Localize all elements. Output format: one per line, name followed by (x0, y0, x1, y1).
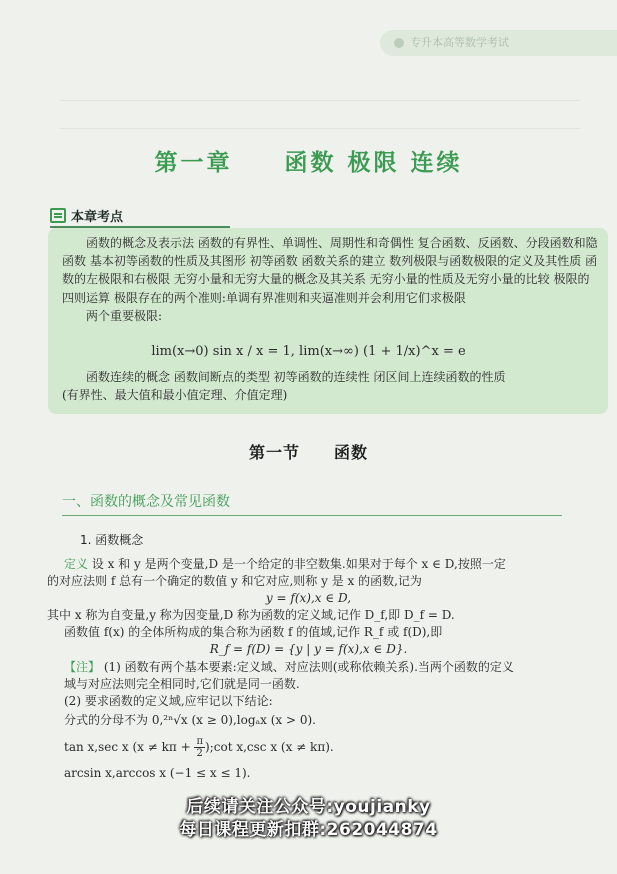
limits-formula-text: lim(x→0) sin x / x = 1, lim(x→∞) (1 + 1/x)^x = e (151, 344, 466, 359)
definition-formula: R_f = f(D) = {y | y = f(x),x ∈ D}. (209, 642, 408, 656)
bleed-through-line (60, 128, 580, 129)
note-line (64, 736, 334, 759)
definition-formula: y = f(x),x ∈ D, (265, 591, 352, 605)
note-text: (1) 函数有两个基本要素:定义域、对应法则(或称依赖关系).当两个函数的定义 (103, 660, 514, 674)
definition-line: 函数值 f(x) 的全体所构成的集合称为函数 f 的值域,记作 R_f 或 f(D),即 (64, 625, 443, 639)
fraction-numerator: π (196, 736, 204, 747)
running-header (380, 30, 617, 56)
section-title: 第一节 函数 (248, 443, 368, 462)
definition-line (64, 556, 506, 573)
key-points-heading-text: 本章考点 (71, 210, 124, 225)
key-points-paragraph: 函数的概念及表示法 函数的有界性、单调性、周期性和奇偶性 复合函数、反函数、分段函数和隐函数 基本初等函数的性质及其图形 初等函数 函数关系的建立 数列极限与函数极限的定义及其性质 函数的左极限和右极限 无穷小量和无穷大量的概念及其关系 无穷小量的性质及无穷小量的比较 极限的四则运算 极限存在的两个准则:单调有界准则和夹逼准则并会利用它们求极限 (62, 236, 598, 305)
note-text: );cot x,csc x (x ≠ kπ). (205, 740, 334, 754)
header-bullet-icon (394, 38, 404, 48)
pi-over-2-fraction (194, 736, 205, 759)
bleed-through-line (60, 100, 580, 101)
chapter-title: 第一章 函数 极限 连续 (154, 150, 463, 176)
note-line: 分式的分母不为 0,²ⁿ√x (x ≥ 0),logₐx (x > 0). (64, 713, 316, 727)
definition-line: 的对应法则 f 总有一个确定的数值 y 和它对应,则称 y 是 x 的函数,记为 (47, 574, 422, 588)
key-points-text-continued (62, 368, 600, 404)
note-line: 域与对应法则完全相同时,它们就是同一函数. (64, 677, 300, 691)
key-points-heading (50, 206, 123, 224)
notepad-icon (50, 208, 66, 223)
definition-label: 定义 (64, 557, 89, 571)
definition-line: 其中 x 称为自变量,y 称为因变量,D 称为函数的定义域,记作 D_f,即 D_f = D. (47, 608, 455, 622)
item-title: 1. 函数概念 (80, 533, 144, 547)
note-line (64, 659, 514, 676)
key-points-text (62, 234, 600, 325)
fraction-denominator: 2 (196, 748, 203, 759)
subsection-rule (62, 515, 562, 516)
note-line: arcsin x,arccos x (−1 ≤ x ≤ 1). (64, 766, 251, 780)
note-label: 【注】 (64, 660, 101, 674)
watermark-line: 每日课程更新扣群:262044874 (179, 820, 438, 840)
key-points-paragraph: 两个重要极限: (86, 308, 163, 323)
note-text: tan x,sec x (x ≠ kπ + (64, 740, 195, 754)
key-points-paragraph: (有界性、最大值和最小值定理、介值定理) (62, 388, 288, 403)
watermark-line: 后续请关注公众号:youjianky (186, 797, 431, 817)
key-points-paragraph: 函数连续的概念 函数间断点的类型 初等函数的连续性 闭区间上连续函数的性质 (86, 370, 506, 384)
important-limits-formula (0, 344, 617, 359)
subsection-title: 一、函数的概念及常见函数 (62, 494, 230, 510)
definition-text: 设 x 和 y 是两个变量,D 是一个给定的非空数集.如果对于每个 x ∈ D,按照一定 (91, 557, 506, 571)
running-header-text: 专升本高等数学考试 (410, 36, 509, 49)
note-line: (2) 要求函数的定义域,应牢记以下结论: (64, 694, 273, 708)
